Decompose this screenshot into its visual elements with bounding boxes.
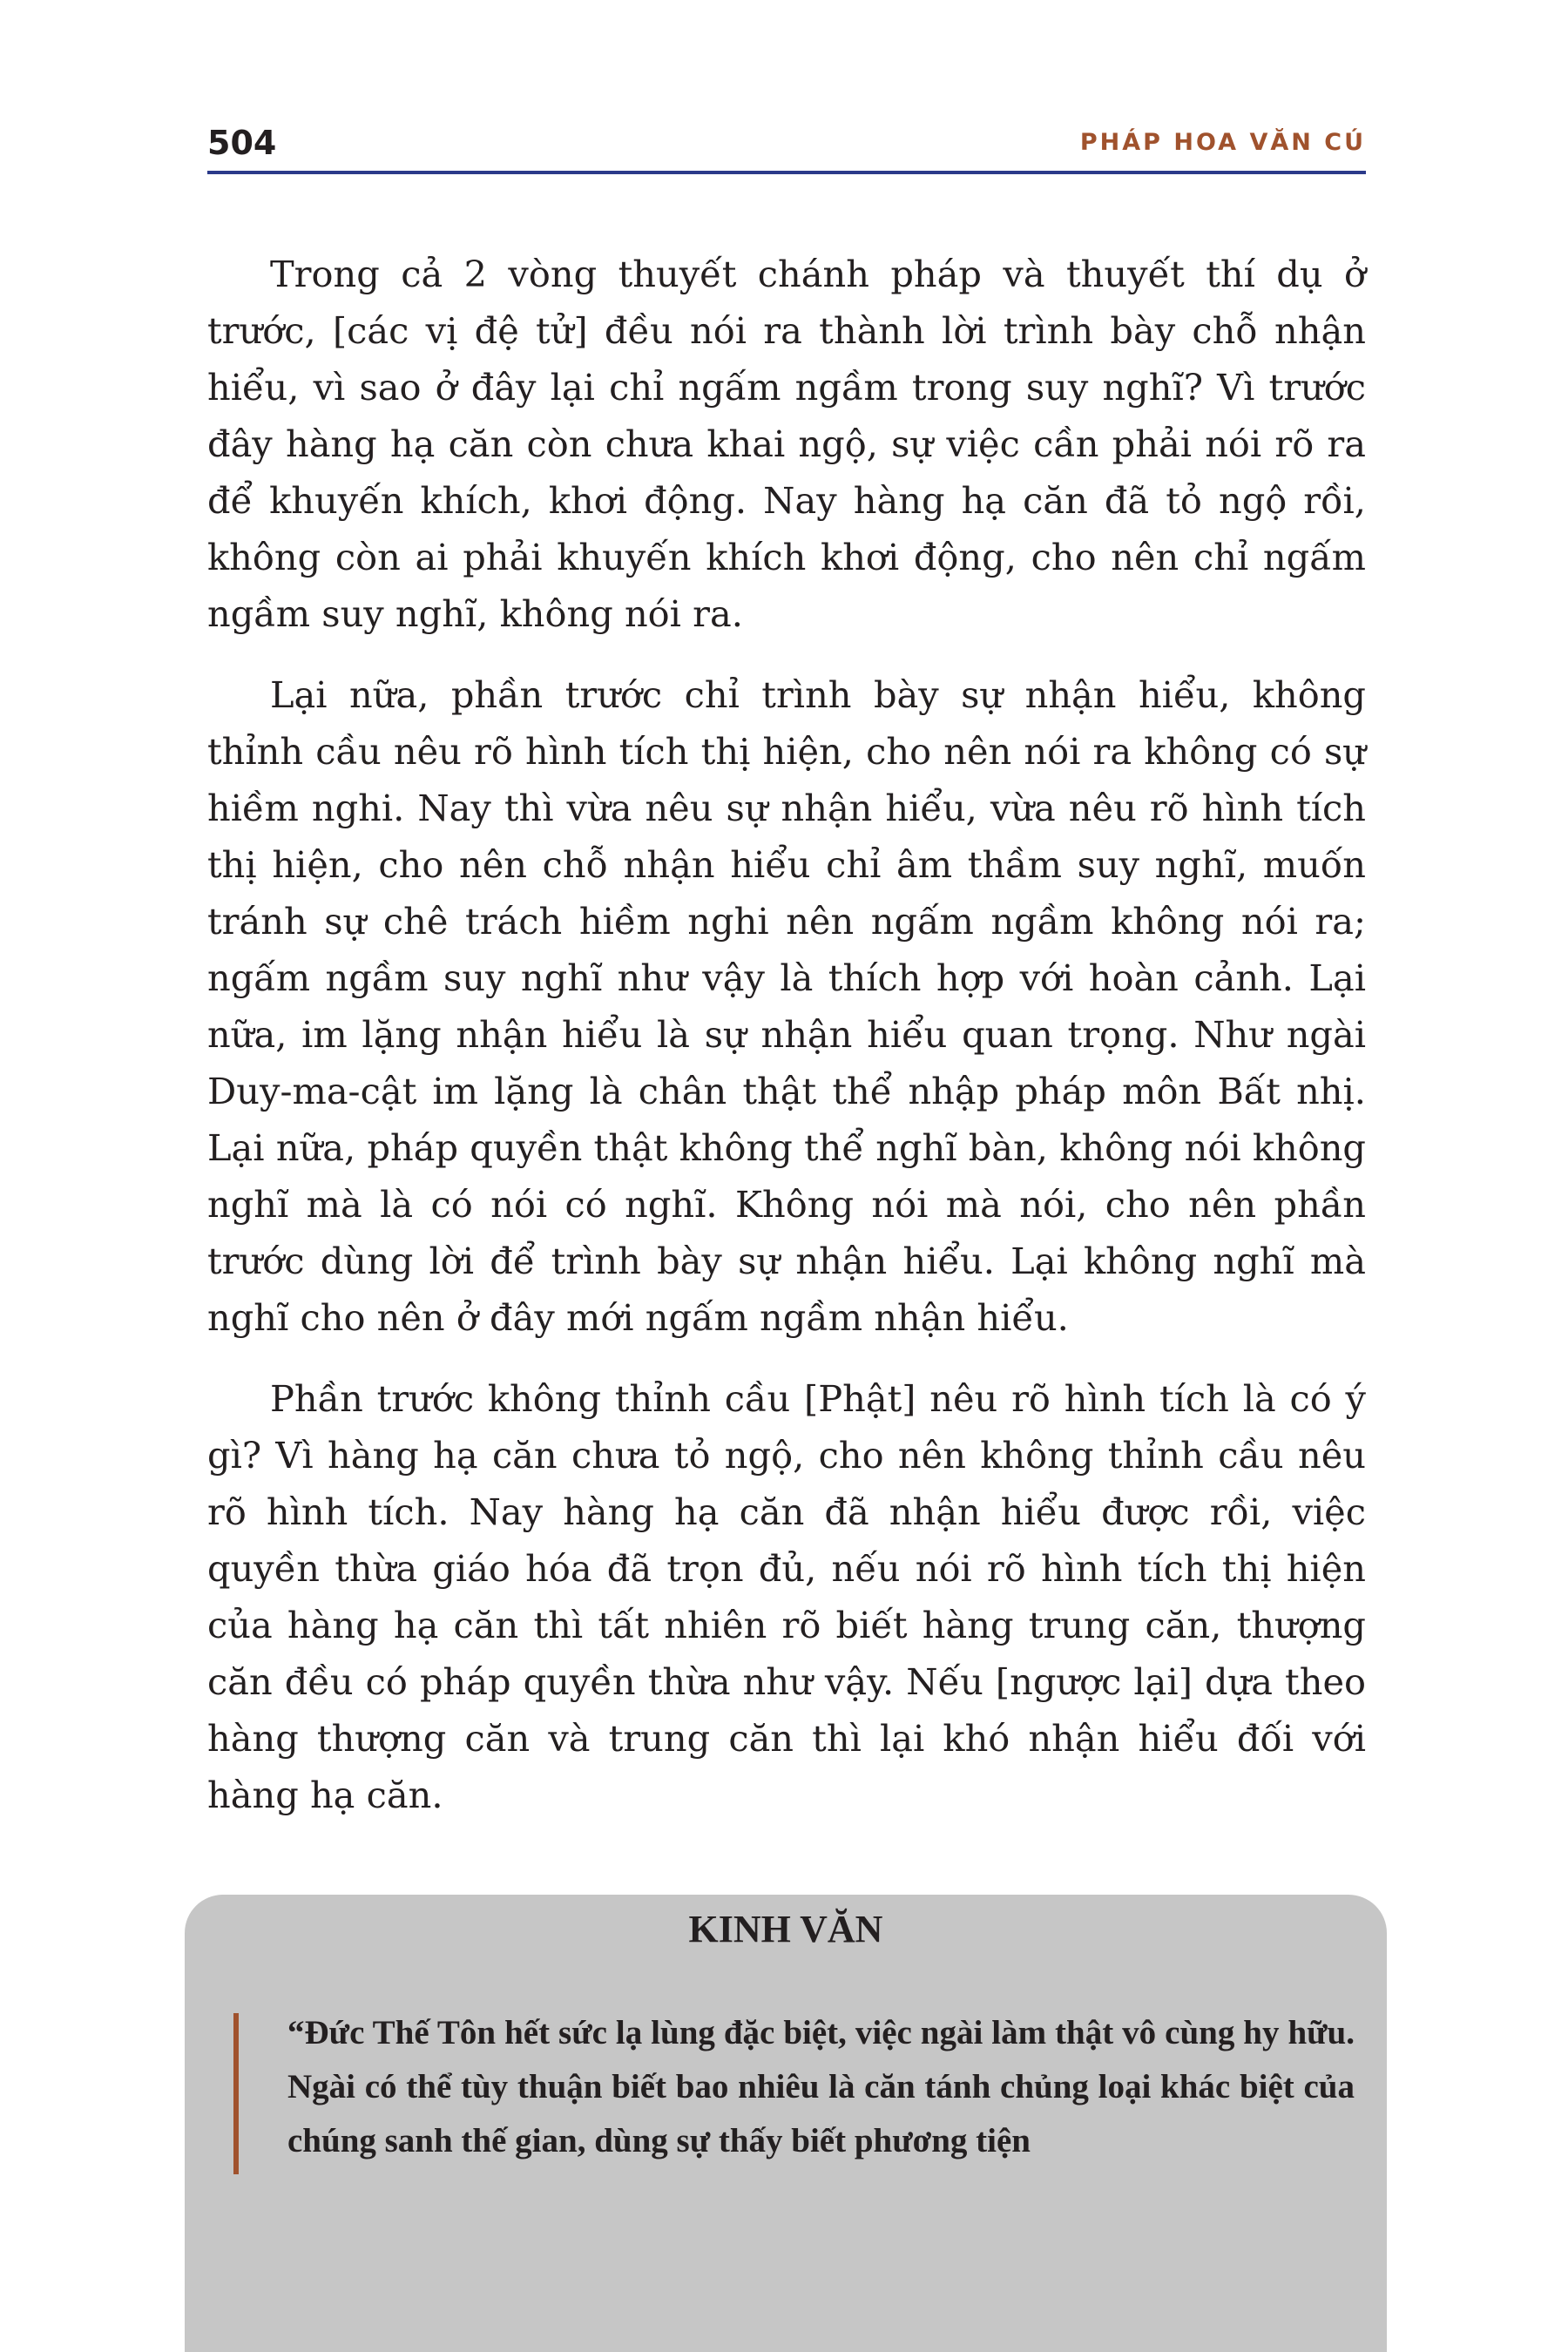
paragraph: Trong cả 2 vòng thuyết chánh pháp và thuyết thí dụ ở trước, [các vị đệ tử] đều nói ra thành lời trình bày chỗ nhận hiểu, vì sao ở đây lại chỉ ngấm ngầm trong suy nghĩ? Vì trước đây hàng hạ căn còn chưa khai ngộ, sự việc cần phải nói rõ ra để khuyến khích, khơi động. Nay hàng hạ căn đã tỏ ngộ rồi, không còn ai phải khuyến khích khơi động, cho nên chỉ ngấm ngầm suy nghĩ, không nói ra. xyxy=(207,253,1366,635)
page-header xyxy=(207,120,1366,174)
body-text xyxy=(207,246,1366,1848)
paragraph: Phần trước không thỉnh cầu [Phật] nêu rõ hình tích là có ý gì? Vì hàng hạ căn chưa tỏ ngộ, cho nên không thỉnh cầu nêu rõ hình tích. Nay hàng hạ căn đã nhận hiểu được rồi, việc quyền thừa giáo hóa đã trọn đủ, nếu nói rõ hình tích thị hiện của hàng hạ căn thì tất nhiên rõ biết hàng trung căn, thượng căn đều có pháp quyền thừa như vậy. Nếu [ngược lại] dựa theo hàng thượng căn và trung căn thì lại khó nhận hiểu đối với hàng hạ căn. xyxy=(207,1377,1366,1816)
running-title: PHÁP HOA VĂN CÚ xyxy=(1079,129,1366,156)
quote-bar xyxy=(233,2013,239,2174)
page-number: 504 xyxy=(207,124,277,162)
kinh-van-heading: KINH VĂN xyxy=(688,1908,883,1950)
kinh-van-box xyxy=(185,1895,1387,2352)
kinh-van-quote: “Đức Thế Tôn hết sức lạ lùng đặc biệt, việc ngài làm thật vô cùng hy hữu. Ngài có thể tùy thuận biết bao nhiêu là căn tánh chủng loại khác biệt của chúng sanh thế gian, dùng sự thấy biết phương tiện xyxy=(287,2014,1355,2159)
paragraph: Lại nữa, phần trước chỉ trình bày sự nhận hiểu, không thỉnh cầu nêu rõ hình tích thị hiện, cho nên nói ra không có sự hiềm nghi. Nay thì vừa nêu sự nhận hiểu, vừa nêu rõ hình tích thị hiện, cho nên chỗ nhận hiểu chỉ âm thầm suy nghĩ, muốn tránh sự chê trách hiềm nghi nên ngấm ngầm không nói ra; ngấm ngầm suy nghĩ như vậy là thích hợp với hoàn cảnh. Lại nữa, im lặng nhận hiểu là sự nhận hiểu quan trọng. Như ngài Duy-ma-cật im lặng là chân thật thể nhập pháp môn Bất nhị. Lại nữa, pháp quyền thật không thể nghĩ bàn, không nói không nghĩ mà là có nói có nghĩ. Không nói mà nói, cho nên phần trước dùng lời để trình bày sự nhận hiểu. Lại không nghĩ mà nghĩ cho nên ở đây mới ngấm ngầm nhận hiểu. xyxy=(207,673,1366,1339)
